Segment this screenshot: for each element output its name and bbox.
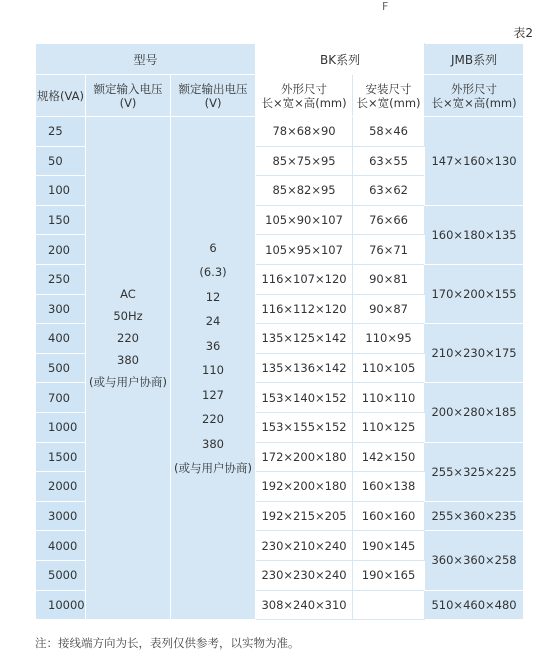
jmb-outer-size-cell: 170×200×155 [425, 264, 524, 323]
output-voltage-line: (6.3) [199, 265, 227, 280]
output-voltage-line: (或与用户协商) [174, 461, 252, 476]
bk-outer-size-cell: 153×140×152 [256, 383, 353, 413]
bk-outer-size-cell: 116×107×120 [256, 264, 353, 294]
bk-outer-size-cell: 85×75×95 [256, 146, 353, 176]
jmb-outer-size-cell: 255×325×225 [425, 442, 524, 501]
bk-mount-size-cell: 160×138 [353, 472, 425, 502]
jmb-outer-size-header: 外形尺寸 长×宽×高(mm) [425, 75, 524, 117]
bk-outer-size-cell: 192×215×205 [256, 501, 353, 531]
spec-cell: 250 [36, 264, 86, 294]
jmb-series-header: JMB系列 [425, 44, 524, 75]
spec-cell: 700 [36, 383, 86, 413]
spec-cell: 400 [36, 324, 86, 354]
spec-cell: 100 [36, 176, 86, 206]
input-voltage-line: 220 [117, 331, 139, 346]
bk-mount-size-cell: 76×66 [353, 205, 425, 235]
jmb-outer-size-cell: 255×360×235 [425, 501, 524, 531]
bk-outer-size-cell: 105×90×107 [256, 205, 353, 235]
spec-cell: 3000 [36, 501, 86, 531]
bk-mount-size-cell: 63×62 [353, 176, 425, 206]
input-voltage-line: (或与用户协商) [89, 375, 167, 390]
spec-header: 规格(VA) [36, 75, 86, 117]
spec-cell: 1500 [36, 442, 86, 472]
jmb-outer-size-cell: 147×160×130 [425, 117, 524, 206]
output-voltage-line: 36 [205, 338, 221, 353]
bk-series-header: BK系列 [256, 44, 425, 75]
bk-mount-size-cell: 63×55 [353, 146, 425, 176]
input-voltage-header: 额定输入电压 (V) [86, 75, 171, 117]
spec-cell: 25 [36, 117, 86, 147]
bk-mount-size-cell: 90×81 [353, 264, 425, 294]
bk-mount-size-cell: 110×125 [353, 412, 425, 442]
output-voltage-header: 额定输出电压 (V) [171, 75, 256, 117]
spec-cell: 4000 [36, 531, 86, 561]
input-voltage-line: 380 [117, 353, 139, 368]
page-mark: F [382, 0, 389, 13]
bk-mount-size-cell: 160×160 [353, 501, 425, 531]
input-voltage-line: AC [120, 287, 136, 302]
bk-mount-size-cell: 76×71 [353, 235, 425, 265]
spec-cell: 50 [36, 146, 86, 176]
bk-outer-size-cell: 192×200×180 [256, 472, 353, 502]
output-voltage-line: 110 [202, 363, 224, 378]
bk-mount-size-cell: 58×46 [353, 117, 425, 147]
footnote: 注：接线端方向为长，表列仅供参考，以实物为准。 [35, 636, 300, 650]
bk-outer-size-cell: 172×200×180 [256, 442, 353, 472]
output-voltage-cell [171, 117, 256, 620]
bk-mount-size-cell: 142×150 [353, 442, 425, 472]
bk-outer-size-cell: 105×95×107 [256, 235, 353, 265]
bk-outer-size-cell: 116×112×120 [256, 294, 353, 324]
output-voltage-line: 380 [202, 436, 224, 451]
output-voltage-line: 127 [202, 387, 224, 402]
bk-mount-size-cell: 110×110 [353, 383, 425, 413]
spec-cell: 5000 [36, 560, 86, 590]
spec-cell: 10000 [36, 590, 86, 620]
bk-outer-size-cell: 135×125×142 [256, 324, 353, 354]
spec-cell: 500 [36, 353, 86, 383]
bk-mount-size-cell: 190×165 [353, 560, 425, 590]
bk-outer-size-cell: 230×210×240 [256, 531, 353, 561]
bk-outer-size-cell: 85×82×95 [256, 176, 353, 206]
table-row [36, 117, 524, 147]
jmb-outer-size-cell: 360×360×258 [425, 531, 524, 590]
bk-outer-size-cell: 230×230×240 [256, 560, 353, 590]
bk-mount-size-cell: 90×87 [353, 294, 425, 324]
bk-outer-size-cell: 78×68×90 [256, 117, 353, 147]
bk-outer-size-cell: 135×136×142 [256, 353, 353, 383]
input-voltage-cell [86, 117, 171, 620]
spec-table [35, 43, 524, 620]
jmb-outer-size-cell: 160×180×135 [425, 205, 524, 264]
bk-outer-size-cell: 153×155×152 [256, 412, 353, 442]
jmb-outer-size-cell: 200×280×185 [425, 383, 524, 442]
spec-cell: 200 [36, 235, 86, 265]
spec-cell: 150 [36, 205, 86, 235]
jmb-outer-size-cell: 210×230×175 [425, 324, 524, 383]
output-voltage-line: 6 [209, 240, 217, 255]
model-header: 型号 [36, 44, 256, 75]
table-number: 表2 [513, 26, 533, 40]
bk-mount-size-cell: 110×95 [353, 324, 425, 354]
spec-cell: 1000 [36, 412, 86, 442]
bk-outer-size-header: 外形尺寸 长×宽×高(mm) [256, 75, 353, 117]
bk-mount-size-cell [353, 590, 425, 620]
output-voltage-line: 12 [205, 289, 221, 304]
jmb-outer-size-cell: 510×460×480 [425, 590, 524, 620]
bk-mount-size-cell: 190×145 [353, 531, 425, 561]
bk-outer-size-cell: 308×240×310 [256, 590, 353, 620]
bk-mount-size-cell: 110×105 [353, 353, 425, 383]
input-voltage-line: 50Hz [113, 309, 143, 324]
output-voltage-line: 24 [205, 314, 221, 329]
spec-cell: 2000 [36, 472, 86, 502]
bk-mount-size-header: 安装尺寸 长×宽(mm) [353, 75, 425, 117]
spec-cell: 300 [36, 294, 86, 324]
output-voltage-line: 220 [202, 412, 224, 427]
